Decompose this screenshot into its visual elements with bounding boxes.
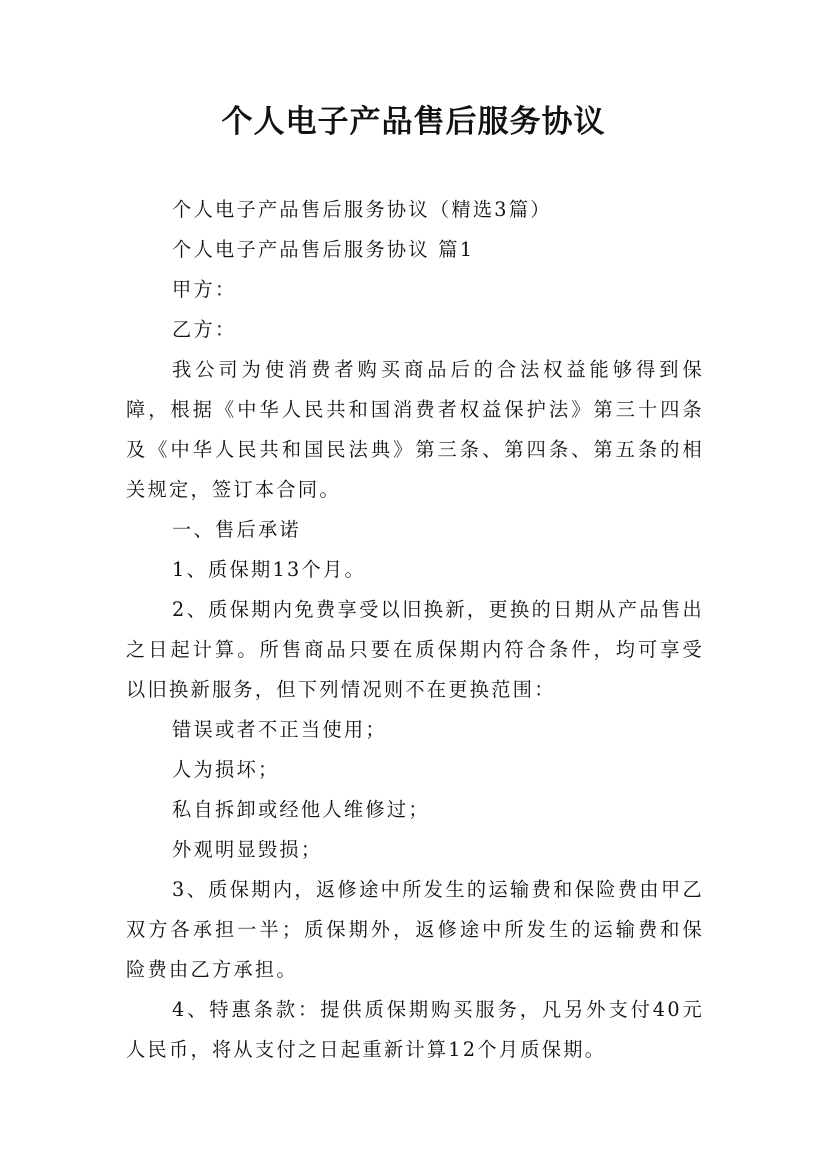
document-title: 个人电子产品售后服务协议: [221, 104, 606, 140]
clause-item: 2、质保期内免费享受以旧换新，更换的日期从产品售出之日起计算。所售商品只要在质保期内符合条件，均可享受以旧换新服务，但下列情况则不在更换范围：: [126, 598, 704, 701]
clause-item: 1、质保期13个月。: [172, 558, 366, 581]
intro-paragraph: 我公司为使消费者购买商品后的合法权益能够得到保障，根据《中华人民共和国消费者权益保护法》第三十四条及《中华人民共和国民法典》第三条、第四条、第五条的相关规定，签订本合同。: [126, 358, 704, 501]
party-a-line: 甲方：: [172, 278, 237, 301]
exclusion-item: 错误或者不正当使用；: [172, 718, 387, 741]
document-body: [126, 190, 704, 1070]
exclusion-item: 私自拆卸或经他人维修过；: [172, 798, 430, 821]
exclusion-item: 外观明显毁损；: [172, 838, 323, 861]
section-heading: 个人电子产品售后服务协议 篇1: [172, 238, 475, 261]
party-b-line: 乙方：: [172, 318, 237, 341]
clause-item: 3、质保期内，返修途中所发生的运输费和保险费由甲乙双方各承担一半；质保期外，返修途中所发生的运输费和保险费由乙方承担。: [126, 878, 704, 981]
subtitle-line: 个人电子产品售后服务协议（精选3篇）: [172, 198, 552, 221]
exclusion-item: 人为损坏；: [172, 758, 280, 781]
clause-heading: 一、售后承诺: [172, 518, 301, 541]
clause-item: 4、特惠条款：提供质保期购买服务，凡另外支付40元人民币，将从支付之日起重新计算12个月质保期。: [126, 998, 704, 1061]
